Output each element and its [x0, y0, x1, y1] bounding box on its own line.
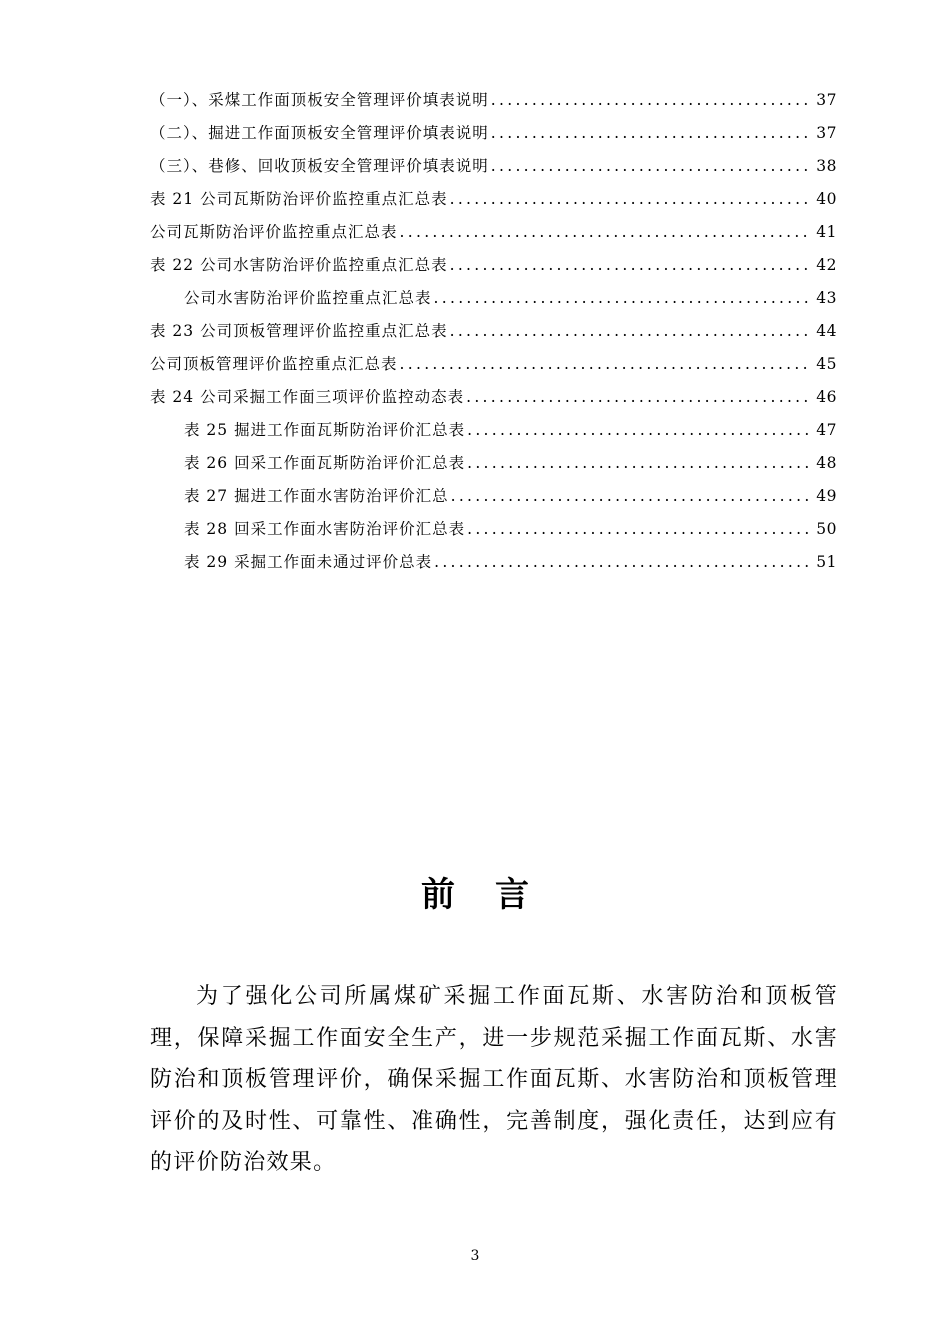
toc-leader-dots	[450, 253, 813, 277]
toc-entry-title: 公司水害防治评价监控重点汇总表	[184, 289, 432, 307]
toc-entry-title: 表 21 公司瓦斯防治评价监控重点汇总表	[150, 190, 448, 208]
toc-entry[interactable]	[150, 352, 837, 376]
toc-leader-dots	[434, 286, 813, 310]
toc-entry-title: （二）、掘进工作面顶板安全管理评价填表说明	[150, 124, 489, 142]
toc-entry-page: 50	[816, 520, 837, 538]
toc-leader-dots	[466, 385, 812, 409]
toc-entry-page: 48	[816, 454, 837, 472]
toc-entry[interactable]	[184, 484, 837, 508]
toc-leader-dots	[400, 352, 813, 376]
toc-leader-dots	[491, 121, 813, 145]
toc-entry-page: 41	[816, 223, 837, 241]
toc-entry-title: 公司顶板管理评价监控重点汇总表	[150, 355, 398, 373]
toc-entry[interactable]	[184, 550, 837, 574]
toc-entry-title: 表 22 公司水害防治评价监控重点汇总表	[150, 256, 448, 274]
toc-entry-title: 表 27 掘进工作面水害防治评价汇总	[184, 487, 449, 505]
toc-entry[interactable]	[150, 319, 837, 343]
toc-entry[interactable]	[184, 286, 837, 310]
toc-entry[interactable]	[150, 154, 837, 178]
toc-leader-dots	[491, 154, 813, 178]
toc-entry-page: 51	[816, 553, 837, 571]
preface-heading-text: 前言	[421, 874, 569, 915]
toc-entry-page: 42	[816, 256, 837, 274]
toc-leader-dots	[451, 484, 813, 508]
preface-heading	[0, 871, 950, 919]
toc-entry-page: 45	[816, 355, 837, 373]
toc-entry-page: 37	[816, 91, 837, 109]
toc-entry[interactable]	[150, 253, 837, 277]
toc-entry-title: 表 28 回采工作面水害防治评价汇总表	[184, 520, 466, 538]
toc-entry[interactable]	[150, 385, 837, 409]
toc-entry-page: 44	[816, 322, 837, 340]
toc-leader-dots	[400, 220, 813, 244]
toc-entry-page: 43	[816, 289, 837, 307]
toc-entry[interactable]	[150, 88, 837, 112]
toc-entry[interactable]	[184, 517, 837, 541]
toc-entry-title: 表 26 回采工作面瓦斯防治评价汇总表	[184, 454, 466, 472]
toc-entry[interactable]	[150, 121, 837, 145]
toc-leader-dots	[491, 88, 813, 112]
toc-entry-title: （三）、巷修、回收顶板安全管理评价填表说明	[150, 157, 489, 175]
toc-entry[interactable]	[150, 220, 837, 244]
toc-entry-page: 49	[816, 487, 837, 505]
toc-leader-dots	[450, 187, 813, 211]
toc-entry-title: 公司瓦斯防治评价监控重点汇总表	[150, 223, 398, 241]
toc-leader-dots	[434, 550, 812, 574]
toc-entry-title: 表 25 掘进工作面瓦斯防治评价汇总表	[184, 421, 466, 439]
toc-entry-page: 38	[816, 157, 837, 175]
page-number: 3	[470, 1248, 480, 1264]
toc-leader-dots	[467, 451, 812, 475]
preface-paragraph: 为了强化公司所属煤矿采掘工作面瓦斯、水害防治和顶板管理，保障采掘工作面安全生产，进一步规范采掘工作面瓦斯、水害防治和顶板管理评价，确保采掘工作面瓦斯、水害防治和顶板管理评价的及时性、可靠性、准确性，完善制度，强化责任，达到应有的评价防治效果。	[150, 984, 838, 1175]
toc-entry-page: 37	[816, 124, 837, 142]
toc-leader-dots	[467, 517, 812, 541]
toc-entry[interactable]	[184, 451, 837, 475]
toc-entry[interactable]	[184, 418, 837, 442]
toc-entry-title: 表 29 采掘工作面未通过评价总表	[184, 553, 433, 571]
toc-entry-page: 46	[816, 388, 837, 406]
toc-entry-title: （一）、采煤工作面顶板安全管理评价填表说明	[150, 91, 489, 109]
toc-leader-dots	[450, 319, 813, 343]
toc-entry-page: 40	[816, 190, 837, 208]
toc-entry[interactable]	[150, 187, 837, 211]
toc-entry-title: 表 24 公司采掘工作面三项评价监控动态表	[150, 388, 465, 406]
toc-entry-page: 47	[816, 421, 837, 439]
toc-entry-title: 表 23 公司顶板管理评价监控重点汇总表	[150, 322, 448, 340]
toc-leader-dots	[467, 418, 812, 442]
